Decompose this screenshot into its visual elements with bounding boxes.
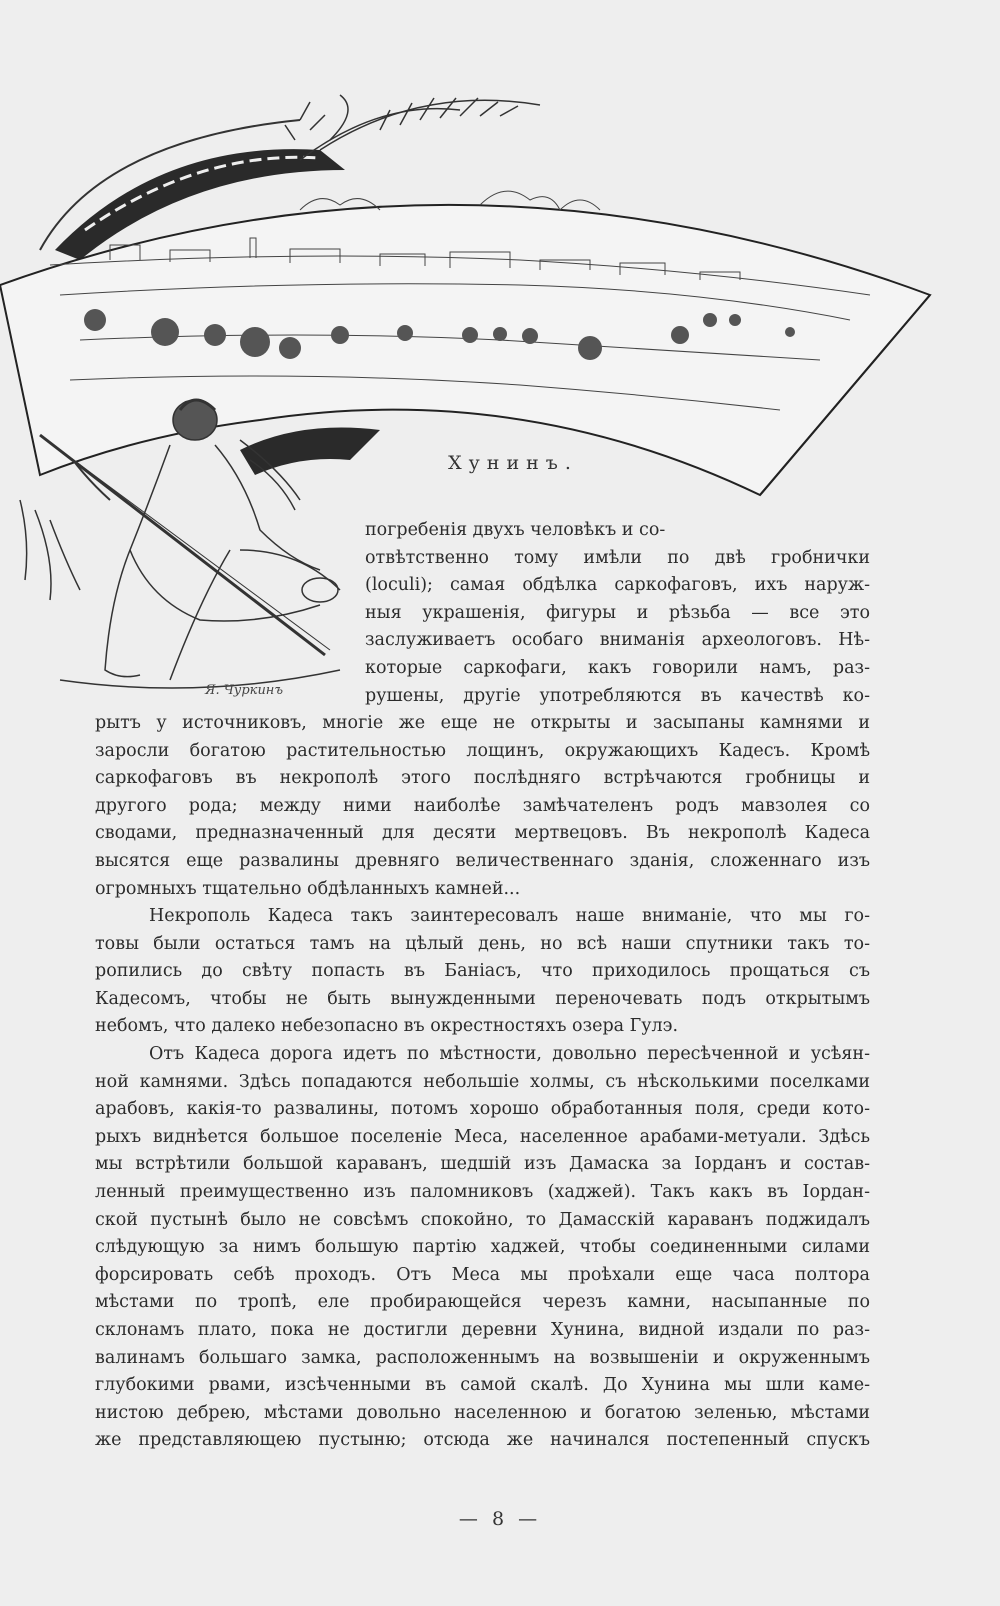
text-line: ропились до свѣту попасть въ Баніасъ, что приходилось прощаться съ xyxy=(95,961,870,982)
text-line: глубокими рвами, изсѣченными въ самой скалѣ. До Хунина мы шли каме- xyxy=(95,1375,870,1396)
text-line: ной камнями. Здѣсь попадаются небольшіе холмы, съ нѣсколькими поселками xyxy=(95,1071,870,1092)
text-line: нистою дебрею, мѣстами довольно населенною и богатою зеленью, мѣстами xyxy=(95,1402,870,1423)
text-line: огромныхъ тщательно обдѣланныхъ камней... xyxy=(95,878,521,899)
text-line: отвѣтственно тому имѣли по двѣ гробнички xyxy=(365,547,870,568)
illustration-caption: Хунинъ. xyxy=(448,452,578,474)
text-line: рыхъ виднѣется большое поселеніе Меса, населенное арабами-метуали. Здѣсь xyxy=(95,1126,870,1147)
text-line: мы встрѣтили большой караванъ, шедшій изъ Дамаска за Іорданъ и состав- xyxy=(95,1154,870,1175)
text-line: ныя украшенія, фигуры и рѣзьба — все это xyxy=(365,602,870,623)
text-line: арабовъ, какія-то развалины, потомъ хорошо обработанныя поля, среди кото- xyxy=(95,1099,870,1120)
text-line: саркофаговъ въ некрополѣ этого послѣдняго встрѣчаются гробницы и xyxy=(95,768,870,789)
text-line: рытъ у источниковъ, многіе же еще не открыты и засыпаны камнями и xyxy=(95,713,870,733)
text-line: рушены, другіе употребляются въ качествѣ ко- xyxy=(365,685,870,706)
text-line: мѣстами по тропѣ, еле пробирающейся черезъ камни, насыпанные по xyxy=(95,1292,870,1313)
text-line: которые саркофаги, какъ говорили намъ, раз- xyxy=(365,657,870,678)
text-line: погребенія двухъ человѣкъ и со- xyxy=(365,520,666,540)
text-line: ленный преимущественно изъ паломниковъ (хаджей). Такъ какъ въ Іордан- xyxy=(95,1181,870,1202)
text-line: небомъ, что далеко небезопасно въ окрестностяхъ озера Гулэ. xyxy=(95,1016,679,1037)
text-line: Кадесомъ, чтобы не быть вынужденными переночевать подъ открытымъ xyxy=(95,988,870,1009)
text-line: товы были остаться тамъ на цѣлый день, но всѣ наши спутники такъ то- xyxy=(95,933,870,954)
palm-fronds xyxy=(285,95,540,160)
paragraph-1 xyxy=(95,710,870,903)
page-number: — 8 — xyxy=(458,1508,542,1530)
text-line: же представляющею пустыню; отсюда же начинался постепенный спускъ xyxy=(95,1430,870,1451)
text-line: Отъ Кадеса дорога идетъ по мѣстности, довольно пересѣченной и усѣян- xyxy=(149,1044,870,1064)
text-line: (loculi); самая обдѣлка саркофаговъ, ихъ наруж- xyxy=(365,575,870,596)
text-line: заросли богатою растительностью лощинъ, окружающихъ Кадесъ. Кромѣ xyxy=(95,740,870,761)
wrapped-text-block xyxy=(365,517,870,710)
text-line: сводами, предназначенный для десяти мертвецовъ. Въ некрополѣ Кадеса xyxy=(95,823,870,844)
text-line: склонамъ плато, пока не достигли деревни Хунина, видной издали по раз- xyxy=(95,1319,870,1340)
text-line: слѣдующую за нимъ большую партію хаджей, чтобы соединенными силами xyxy=(95,1237,870,1258)
text-line: высятся еще развалины древняго величественнаго зданія, сложеннаго изъ xyxy=(95,850,870,871)
text-line: валинамъ большаго замка, расположеннымъ на возвышеніи и окруженнымъ xyxy=(95,1347,870,1368)
text-line: Некрополь Кадеса такъ заинтересовалъ наше вниманіе, что мы го- xyxy=(149,906,870,926)
artist-signature: Я. Чуркинъ xyxy=(205,683,284,698)
text-line: форсировать себѣ проходъ. Отъ Меса мы проѣхали еще часа полтора xyxy=(95,1264,870,1285)
text-line: заслуживаетъ особаго вниманія археологовъ. Нѣ- xyxy=(365,630,870,651)
paragraph-2 xyxy=(95,903,870,1041)
paragraph-3 xyxy=(95,1041,870,1455)
text-line: ской пустынѣ было не совсѣмъ спокойно, то Дамасскій караванъ поджидалъ xyxy=(95,1209,870,1230)
text-line: другого рода; между ними наиболѣе замѣчателенъ родъ мавзолея со xyxy=(95,795,870,816)
